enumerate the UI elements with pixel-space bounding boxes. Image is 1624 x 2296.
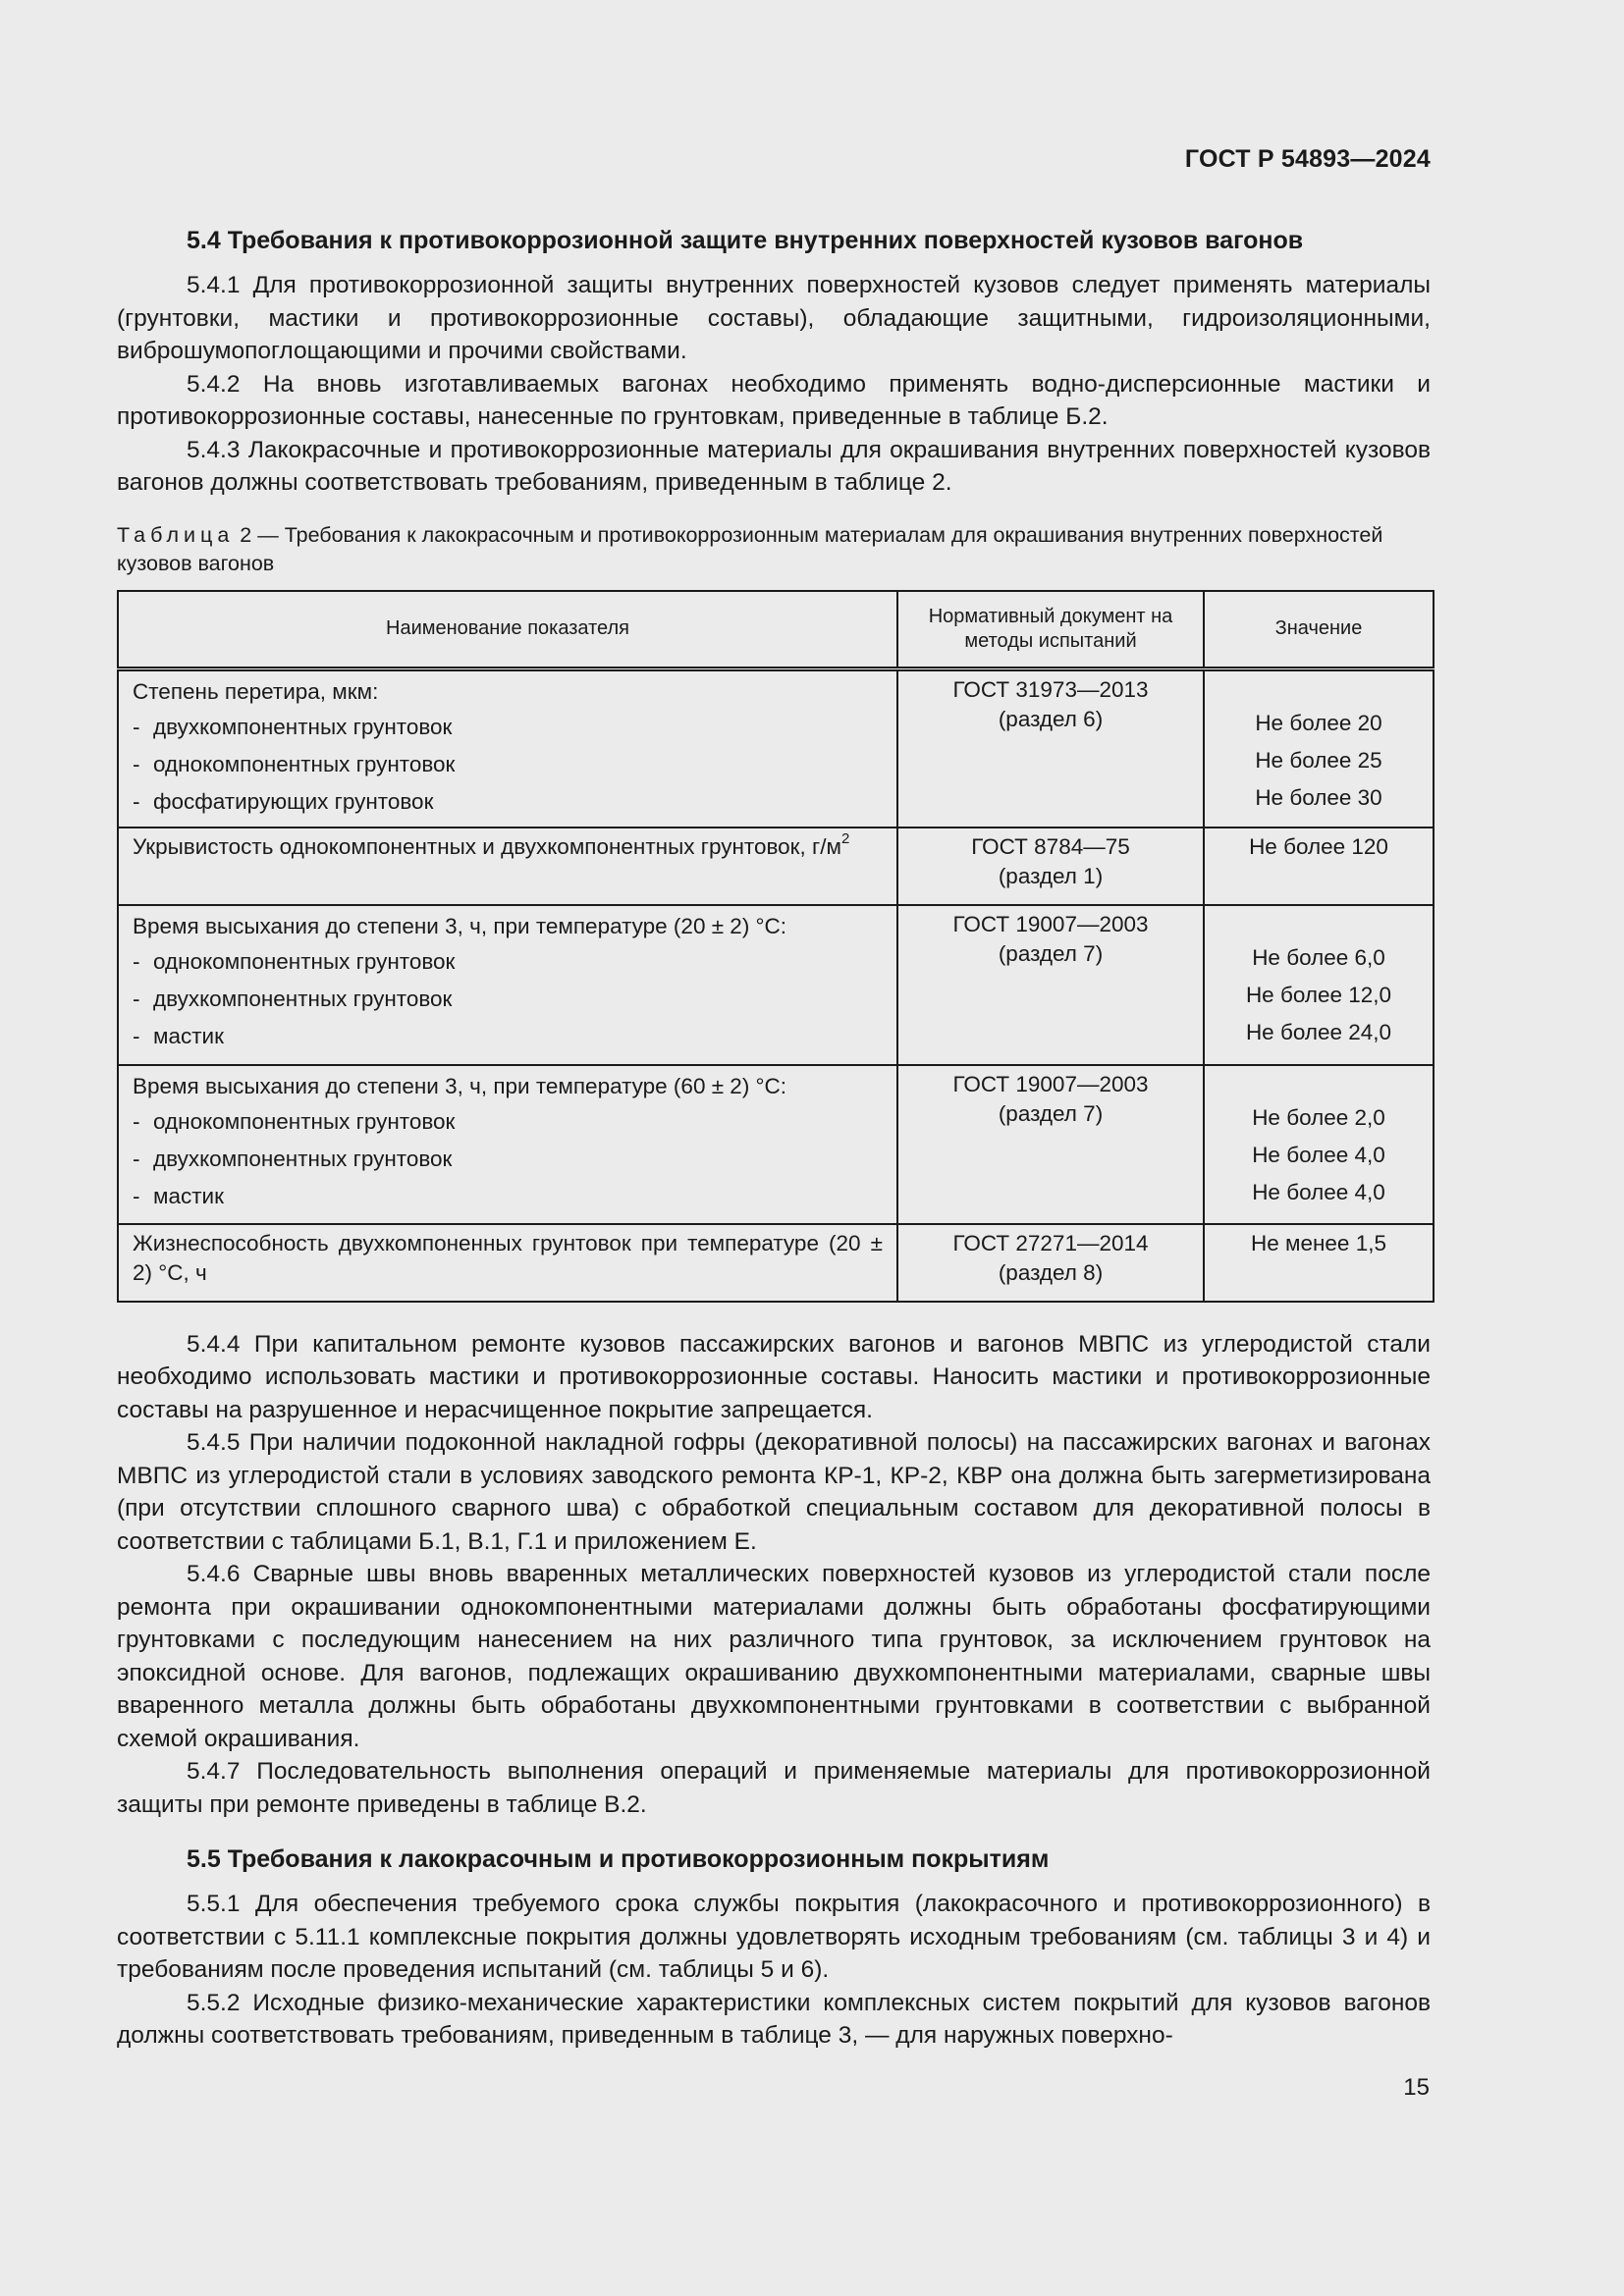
indicator-title: Степень перетира, мкм:: [133, 678, 379, 704]
indicator-title: Время высыхания до степени 3, ч, при температуре (20 ± 2) °С:: [133, 913, 787, 938]
paragraph-5-4-7: 5.4.7 Последовательность выполнения операций и применяемые материалы для противокоррозионной защиты при ремонте приведены в таблице В.2.: [117, 1758, 1431, 1818]
table-row: [118, 1224, 1434, 1302]
paragraph-5-4-6: 5.4.6 Сварные швы вновь вваренных металлических поверхностей кузовов из углеродистой стали после ремонта при окрашивании однокомпонентными материалами должны быть обработаны фосфатирующими грунтовками с последующим нанесением на них различного типа грунтовок, за исключением грунтовок на эпоксидной основе. Для вагонов, подлежащих окрашиванию двухкомпонентными материалами, сварные швы вваренного металла должны быть обработаны двухкомпонентными грунтовками в соответствии с выбранной схемой окрашивания.: [117, 1561, 1431, 1752]
list-item: - однокомпонентных грунтовок: [133, 948, 456, 974]
table-row: [118, 905, 1434, 1065]
table-2-caption: [117, 521, 1431, 578]
cell-value: Не более 120: [1204, 828, 1434, 905]
cell-indicator: Укрывистость однокомпонентных и двухкомпонентных грунтовок, $г/м^2$: [118, 828, 897, 905]
header-indicator: Наименование показателя: [118, 591, 897, 669]
list-item: - фосфатирующих грунтовок: [133, 788, 434, 814]
list-item: - мастик: [133, 1023, 224, 1048]
cell-indicator: [118, 905, 897, 1065]
header-value: Значение: [1204, 591, 1434, 669]
indicator-title: Время высыхания до степени 3, ч, при температуре (60 ± 2) °С:: [133, 1073, 787, 1098]
paragraph-5-4-3: 5.4.3 Лакокрасочные и противокоррозионные материалы для окрашивания внутренних поверхностей кузовов вагонов должны соответствовать требованиям, приведенным в таблице 2.: [117, 436, 1431, 496]
list-item: - двухкомпонентных грунтовок: [133, 986, 453, 1011]
paragraph-5-4-2: 5.4.2 На вновь изготавливаемых вагонах необходимо применять водно-дисперсионные мастики и противокоррозионные составы, нанесенные по грунтовкам, приведенные в таблице Б.2.: [117, 370, 1431, 430]
table-header-row: [118, 591, 1434, 669]
table-caption-label: Таблица: [117, 522, 235, 547]
cell-value: Не более 6,0 Не более 12,0 Не более 24,0: [1204, 905, 1434, 1065]
table-row: [118, 828, 1434, 905]
table-row: [118, 1065, 1434, 1224]
paragraph-5-4-5: 5.4.5 При наличии подоконной накладной гофры (декоративной полосы) на пассажирских вагонах и вагонах МВПС из углеродистой стали в условиях заводского ремонта КР-1, КР-2, КВР она должна быть загерметизирована (при отсутствии сплошного сварного шва) с обработкой специальным составом для декоративной полосы в соответствии с таблицами Б.1, В.1, Г.1 и приложением Е.: [117, 1429, 1431, 1555]
cell-test-doc: ГОСТ 31973—2013 (раздел 6): [897, 668, 1204, 828]
paragraph-5-4-1: 5.4.1 Для противокоррозионной защиты внутренних поверхностей кузовов следует применять материалы (грунтовки, мастики и противокоррозионные составы), обладающие защитными, гидроизоляционными, виброшумопоглощающими и прочими свойствами.: [117, 272, 1431, 364]
cell-indicator: [118, 668, 897, 828]
standard-header: ГОСТ Р 54893—2024: [1184, 145, 1431, 173]
section-5-5-title: 5.5 Требования к лакокрасочным и противокоррозионным покрытиям: [187, 1845, 1050, 1873]
cell-test-doc: ГОСТ 8784—75 (раздел 1): [897, 828, 1204, 905]
paragraph-5-5-1: 5.5.1 Для обеспечения требуемого срока службы покрытия (лакокрасочного и противокоррозионного) в соответствии с 5.11.1 комплексные покрытия должны удовлетворять исходным требованиям (см. таблицы 3 и 4) и требованиям после проведения испытаний (см. таблицы 5 и 6).: [117, 1891, 1431, 1983]
list-item: - мастик: [133, 1183, 224, 1208]
cell-test-doc: ГОСТ 19007—2003 (раздел 7): [897, 905, 1204, 1065]
cell-indicator: [118, 1065, 897, 1224]
cell-value: Не менее 1,5: [1204, 1224, 1434, 1302]
cell-value: Не более 20 Не более 25 Не более 30: [1204, 668, 1434, 828]
table-row: [118, 668, 1434, 828]
header-test-method-doc: Нормативный документ на методы испытаний: [897, 591, 1204, 669]
page-content: [117, 224, 1431, 2053]
page-number: 15: [1403, 2074, 1430, 2101]
list-item: - двухкомпонентных грунтовок: [133, 1146, 453, 1171]
list-item: - двухкомпонентных грунтовок: [133, 714, 453, 739]
cell-test-doc: ГОСТ 19007—2003 (раздел 7): [897, 1065, 1204, 1224]
cell-value: Не более 2,0 Не более 4,0 Не более 4,0: [1204, 1065, 1434, 1224]
cell-test-doc: ГОСТ 27271—2014 (раздел 8): [897, 1224, 1204, 1302]
table-caption-text: 2 — Требования к лакокрасочным и противокоррозионным материалам для окрашивания внутренних поверхностей кузовов вагонов: [117, 522, 1383, 575]
cell-indicator: Жизнеспособность двухкомпоненных грунтовок при температуре (20 ± 2) °С, ч: [118, 1224, 897, 1302]
list-item: - однокомпонентных грунтовок: [133, 1108, 456, 1134]
paragraph-5-4-4: 5.4.4 При капитальном ремонте кузовов пассажирских вагонов и вагонов МВПС из углеродистой стали необходимо использовать мастики и противокоррозионные составы. Наносить мастики и противокоррозионные составы на разрушенное и нерасчищенное покрытие запрещается.: [117, 1330, 1431, 1423]
paragraph-5-5-2: 5.5.2 Исходные физико-механические характеристики комплексных систем покрытий для кузовов вагонов должны соответствовать требованиям, приведенным в таблице 3, — для наружных поверхно-: [117, 1989, 1431, 2049]
list-item: - однокомпонентных грунтовок: [133, 751, 456, 776]
section-5-4-title: 5.4 Требования к противокоррозионной защите внутренних поверхностей кузовов вагонов: [187, 227, 1304, 254]
requirements-table: [117, 590, 1435, 1303]
